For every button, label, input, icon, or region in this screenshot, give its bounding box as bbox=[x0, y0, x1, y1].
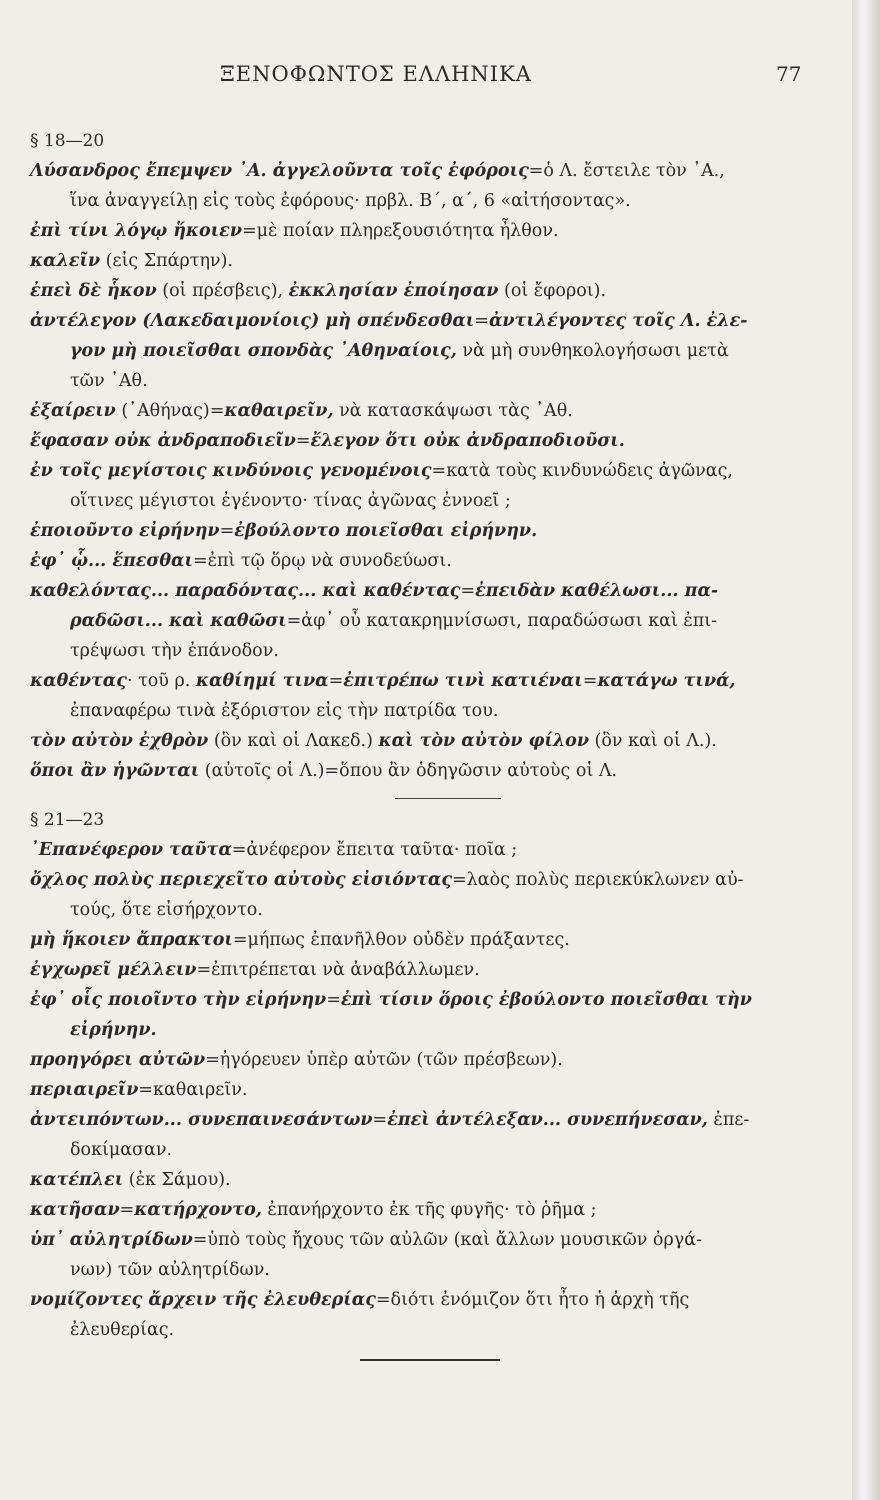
lemma-text: ἐξαίρειν bbox=[30, 401, 116, 421]
gloss-entry bbox=[30, 1225, 820, 1285]
lemma-text: προηγόρει αὐτῶν bbox=[30, 1050, 206, 1070]
lemma-text: ἐφ᾿ οἷς ποιοῖντο τὴν εἰρήνην bbox=[30, 990, 327, 1010]
gloss-entry bbox=[30, 156, 820, 216]
gloss-text: (εἰς Σπάρτην). bbox=[100, 251, 233, 271]
gloss-line bbox=[30, 1255, 820, 1285]
gloss-text: νων) τῶν αὐλητρίδων. bbox=[70, 1260, 270, 1280]
gloss-text: =ἀνέφερον ἔπειτα ταῦτα· ποῖα ; bbox=[231, 840, 518, 860]
gloss-entry bbox=[30, 1105, 820, 1165]
gloss-line bbox=[30, 1015, 820, 1045]
gloss-entry bbox=[30, 1195, 820, 1225]
lemma-text: ραδῶσι... καὶ καθῶσι bbox=[70, 611, 287, 631]
lemma-text: περιαιρεῖν bbox=[30, 1080, 139, 1100]
lemma-text: νομίζοντες ἄρχειν τῆς ἐλευθερίας bbox=[30, 1290, 376, 1310]
lemma-text: καθίημί τινα bbox=[195, 671, 329, 691]
section-label: § 21—23 bbox=[30, 810, 105, 830]
lemma-text: ἀντιλέγοντες τοῖς Λ. ἐλε- bbox=[488, 311, 748, 331]
gloss-text: νὰ μὴ συνθηκολογήσωσι μετὰ bbox=[456, 341, 729, 361]
page-number: 77 bbox=[776, 62, 802, 86]
lemma-text: ἐν τοῖς μεγίστοις κινδύνοις γενομένοις bbox=[30, 461, 432, 481]
gloss-text: · τοῦ ρ. bbox=[126, 671, 196, 691]
lemma-text: ἐφ᾿ ᾧ... ἕπεσθαι bbox=[30, 551, 193, 571]
gloss-line bbox=[30, 516, 820, 546]
gloss-line bbox=[30, 985, 820, 1015]
gloss-line bbox=[30, 756, 820, 786]
lemma-text: καθελόντας... παραδόντας... καὶ καθέντας bbox=[30, 581, 461, 601]
end-rule bbox=[360, 1359, 500, 1361]
page-edge bbox=[852, 0, 880, 1500]
gloss-text: = bbox=[326, 990, 341, 1010]
gloss-entry bbox=[30, 276, 820, 306]
gloss-line bbox=[30, 1315, 820, 1345]
gloss-entry bbox=[30, 306, 820, 396]
gloss-text: δοκίμασαν. bbox=[70, 1140, 173, 1160]
gloss-line bbox=[30, 306, 820, 336]
gloss-text: ἵνα ἀναγγείλῃ εἰς τοὺς ἐφόρους· πρβλ. Β΄, α΄, 6 «αἰτήσοντας». bbox=[70, 191, 631, 211]
gloss-text: οἵτινες μέγιστοι ἐγένοντο· τίνας ἀγῶνας ἐννοεῖ ; bbox=[70, 491, 511, 511]
gloss-entry bbox=[30, 546, 820, 576]
lemma-text: εἰρήνην. bbox=[70, 1020, 157, 1040]
gloss-line bbox=[30, 216, 820, 246]
gloss-text: = bbox=[119, 1200, 135, 1220]
gloss-line bbox=[30, 426, 820, 456]
section-entries bbox=[30, 156, 820, 786]
lemma-text: ἐπεὶ δὲ ἧκον bbox=[30, 281, 157, 301]
gloss-text: = bbox=[295, 431, 311, 451]
gloss-text: ἐπανήρχοντο ἐκ τῆς φυγῆς· τὸ ῥῆμα ; bbox=[261, 1200, 597, 1220]
gloss-text: =ὁ Λ. ἔστειλε τὸν ᾿Α., bbox=[528, 161, 725, 181]
gloss-line bbox=[30, 1225, 820, 1255]
lemma-text: Λύσανδρος ἔπεμψεν ᾿Α. ἀγγελοῦντα τοῖς ἐφόροις bbox=[30, 161, 529, 181]
lemma-text: κατέπλει bbox=[30, 1170, 124, 1190]
gloss-text: =διότι ἐνόμιζον ὅτι ἦτο ἡ ἀρχὴ τῆς bbox=[375, 1290, 690, 1310]
gloss-text: = bbox=[219, 521, 235, 541]
gloss-line bbox=[30, 396, 820, 426]
gloss-entry bbox=[30, 925, 820, 955]
gloss-text: = bbox=[372, 1110, 388, 1130]
gloss-text: ἐλευθερίας. bbox=[70, 1320, 175, 1340]
gloss-text: τῶν ᾿Αθ. bbox=[70, 371, 148, 391]
lemma-text: ἐπὶ τίνι λόγῳ ἥκοιεν bbox=[30, 221, 242, 241]
lemma-text: καθαιρεῖν, bbox=[224, 401, 334, 421]
gloss-text: (᾿Αθήνας)= bbox=[115, 401, 225, 421]
gloss-text: τούς, ὅτε εἰσήρχοντο. bbox=[70, 900, 263, 920]
gloss-entry bbox=[30, 396, 820, 426]
gloss-text: =καθαιρεῖν. bbox=[138, 1080, 248, 1100]
gloss-text: ἐπε- bbox=[707, 1110, 750, 1130]
gloss-line bbox=[30, 156, 820, 186]
gloss-entry bbox=[30, 1045, 820, 1075]
gloss-text: νὰ κατασκάψωσι τὰς ᾿Αθ. bbox=[333, 401, 573, 421]
lemma-text: ὄχλος πολὺς περιεχεῖτο αὐτοὺς εἰσιόντας bbox=[30, 870, 452, 890]
gloss-text: (οἱ πρέσβεις), bbox=[156, 281, 289, 301]
gloss-entry bbox=[30, 756, 820, 786]
gloss-text: (ὃν καὶ οἱ Λ.). bbox=[588, 731, 717, 751]
lemma-text: καθέντας bbox=[30, 671, 127, 691]
gloss-entry bbox=[30, 865, 820, 925]
gloss-text: =ἐπὶ τῷ ὅρῳ νὰ συνοδεύωσι. bbox=[192, 551, 452, 571]
gloss-text: =ὑπὸ τοὺς ἤχους τῶν αὐλῶν (καὶ ἄλλων μουσικῶν ὀργά- bbox=[192, 1230, 702, 1250]
gloss-entry bbox=[30, 576, 820, 666]
gloss-text: =ἐπιτρέπεται νὰ ἀναβάλλωμεν. bbox=[196, 960, 480, 980]
gloss-line bbox=[30, 835, 820, 865]
gloss-entry bbox=[30, 1165, 820, 1195]
gloss-line bbox=[30, 726, 820, 756]
lemma-text: ὑπ᾿ αὐλητρίδων bbox=[30, 1230, 193, 1250]
gloss-text: =ἠγόρευεν ὑπὲρ αὐτῶν (τῶν πρέσβεων). bbox=[205, 1050, 563, 1070]
gloss-text: (οἱ ἔφοροι). bbox=[498, 281, 607, 301]
page-header bbox=[0, 62, 852, 92]
gloss-line bbox=[30, 895, 820, 925]
lemma-text: ἔλεγον ὅτι οὐκ ἀνδραποδιοῦσι. bbox=[310, 431, 625, 451]
lemma-text: κατιέναι bbox=[491, 671, 583, 691]
gloss-line bbox=[30, 955, 820, 985]
gloss-line bbox=[30, 1285, 820, 1315]
gloss-line bbox=[30, 1135, 820, 1165]
lemma-text: ὅποι ἂν ἡγῶνται bbox=[30, 761, 200, 781]
gloss-line bbox=[30, 1105, 820, 1135]
lemma-text: ἐπειδὰν καθέλωσι... πα- bbox=[475, 581, 719, 601]
gloss-text: =κατὰ τοὺς κινδυνώδεις ἀγῶνας, bbox=[431, 461, 733, 481]
gloss-line bbox=[30, 1045, 820, 1075]
gloss-entry bbox=[30, 1075, 820, 1105]
gloss-entry bbox=[30, 985, 820, 1045]
gloss-text: =λαὸς πολὺς περιεκύκλωνεν αὐ- bbox=[452, 870, 744, 890]
gloss-text: =μὲ ποίαν πληρεξουσιότητα ἦλθον. bbox=[241, 221, 559, 241]
running-title: ΞΕΝΟΦΩΝΤΟΣ ΕΛΛΗΝΙΚΑ bbox=[220, 62, 532, 86]
lemma-text: κατήρχοντο, bbox=[134, 1200, 262, 1220]
gloss-line bbox=[30, 366, 820, 396]
lemma-text: ἀντειπόντων... συνεπαινεσάντων bbox=[30, 1110, 373, 1130]
lemma-text: ἐβούλοντο ποιεῖσθαι εἰρήνην. bbox=[234, 521, 538, 541]
lemma-text: κατάγω τινά, bbox=[597, 671, 736, 691]
gloss-entry bbox=[30, 666, 820, 726]
gloss-line bbox=[30, 576, 820, 606]
gloss-text: (ὃν καὶ οἱ Λακεδ.) bbox=[208, 731, 379, 751]
lemma-text: ᾿Επανέφερον ταῦτα bbox=[30, 840, 232, 860]
gloss-line bbox=[30, 636, 820, 666]
section-divider bbox=[395, 798, 501, 799]
gloss-line bbox=[30, 276, 820, 306]
lemma-text: ἐγχωρεῖ μέλλειν bbox=[30, 960, 197, 980]
gloss-line bbox=[30, 336, 820, 366]
gloss-line bbox=[30, 546, 820, 576]
gloss-line bbox=[30, 1165, 820, 1195]
gloss-line bbox=[30, 696, 820, 726]
lemma-text: ἐπιτρέπω τινὶ bbox=[343, 671, 486, 691]
lemma-text: καὶ τὸν αὐτὸν φίλον bbox=[378, 731, 589, 751]
commentary-body bbox=[30, 126, 820, 1361]
gloss-text: ἐπαναφέρω τινὰ ἐξόριστον εἰς τὴν πατρίδα του. bbox=[70, 701, 499, 721]
lemma-text: ἐκκλησίαν ἐποίησαν bbox=[288, 281, 499, 301]
gloss-text: = bbox=[460, 581, 476, 601]
gloss-entry bbox=[30, 1285, 820, 1345]
gloss-entry bbox=[30, 955, 820, 985]
gloss-entry bbox=[30, 726, 820, 756]
gloss-text: (ἐκ Σάμου). bbox=[123, 1170, 231, 1190]
gloss-entry bbox=[30, 456, 820, 516]
gloss-entry bbox=[30, 516, 820, 546]
gloss-entry bbox=[30, 835, 820, 865]
gloss-line bbox=[30, 1195, 820, 1225]
gloss-text: = bbox=[474, 311, 489, 331]
gloss-line bbox=[30, 186, 820, 216]
gloss-line bbox=[30, 456, 820, 486]
gloss-line bbox=[30, 1075, 820, 1105]
lemma-text: τὸν αὐτὸν ἐχθρὸν bbox=[30, 731, 209, 751]
gloss-line bbox=[30, 865, 820, 895]
gloss-text: =μήπως ἐπανῆλθον οὐδὲν πράξαντες. bbox=[232, 930, 570, 950]
lemma-text: ἀντέλεγον (Λακεδαιμονίοις) μὴ σπένδεσθαι bbox=[30, 311, 475, 331]
gloss-line bbox=[30, 246, 820, 276]
gloss-line bbox=[30, 606, 820, 636]
lemma-text: ἐπεὶ ἀντέλεξαν... συνεπήνεσαν, bbox=[387, 1110, 708, 1130]
section-label: § 18—20 bbox=[30, 131, 105, 151]
lemma-text: ἐποιοῦντο εἰρήνην bbox=[30, 521, 220, 541]
lemma-text: ἐπὶ τίσιν ὅροις ἐβούλοντο ποιεῖσθαι τὴν bbox=[340, 990, 752, 1010]
section-entries bbox=[30, 835, 820, 1345]
gloss-text: = bbox=[328, 671, 344, 691]
gloss-text: = bbox=[582, 671, 598, 691]
gloss-line bbox=[30, 486, 820, 516]
gloss-text: τρέψωσι τὴν ἐπάνοδον. bbox=[70, 641, 279, 661]
gloss-entry bbox=[30, 426, 820, 456]
lemma-text: μὴ ἥκοιεν ἄπρακτοι bbox=[30, 930, 233, 950]
gloss-text: (αὐτοῖς οἱ Λ.)=ὅπου ἂν ὁδηγῶσιν αὐτοὺς οἱ Λ. bbox=[199, 761, 618, 781]
lemma-text: ἔφασαν οὐκ ἀνδραποδιεῖν bbox=[30, 431, 296, 451]
lemma-text: καλεῖν bbox=[30, 251, 101, 271]
lemma-text: κατῆσαν bbox=[30, 1200, 120, 1220]
lemma-text: γον μὴ ποιεῖσθαι σπονδὰς ᾿Αθηναίοις, bbox=[70, 341, 457, 361]
gloss-line bbox=[30, 666, 820, 696]
gloss-entry bbox=[30, 246, 820, 276]
gloss-entry bbox=[30, 216, 820, 246]
gloss-line bbox=[30, 925, 820, 955]
gloss-text: =ἀφ᾿ οὗ κατακρημνίσωσι, παραδώσωσι καὶ ἐπι- bbox=[286, 611, 718, 631]
